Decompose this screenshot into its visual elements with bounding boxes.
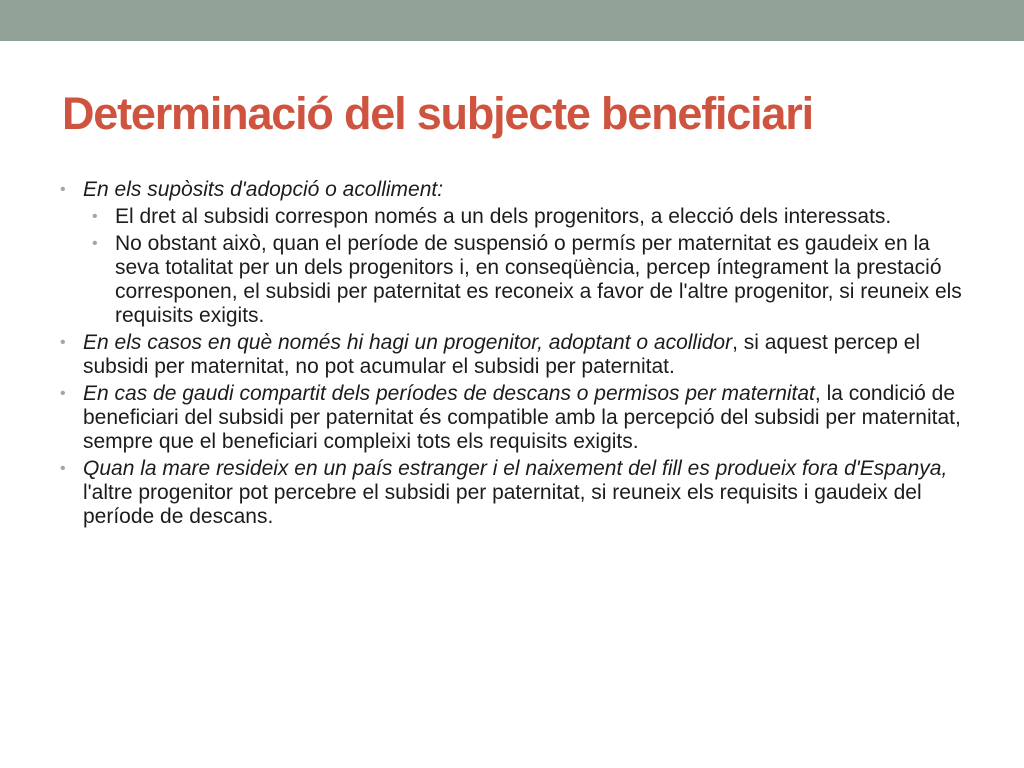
bullet-text: , la condició de beneficiari del subsidi per paternitat és compatible amb la percepció del subsidi per maternitat, sempre que el beneficiari compleixi tots els requisits exigits.	[83, 382, 961, 453]
bullet-italic-text: En cas de gaudi compartit dels períodes de descans o permisos per maternitat	[83, 382, 815, 405]
bullet-text: No obstant això, quan el període de suspensió o permís per maternitat es gaudeix en la seva totalitat per un dels progenitors i, en conseqüència, percep íntegrament la prestació corresponen, el subsidi per paternitat es reconeix a favor de l'altre progenitor, si reuneix els requisits exigits.	[115, 232, 962, 327]
bullet-text: l'altre progenitor pot percebre el subsidi per paternitat, si reuneix els requisits i gaudeix del període de descans.	[83, 481, 922, 528]
bullet-icon: •	[92, 235, 98, 252]
bullet-italic-text: Quan la mare resideix en un país estranger i el naixement del fill es produeix fora d'Espanya,	[83, 457, 948, 480]
sub-bullet-item	[60, 232, 965, 328]
bullet-text: El dret al subsidi correspon només a un dels progenitors, a elecció dels interessats.	[115, 205, 892, 228]
slide-body	[60, 178, 965, 532]
bullet-italic-text: En els supòsits d'adopció o acolliment:	[83, 178, 444, 201]
bullet-icon: •	[92, 208, 98, 225]
bullet-icon: •	[60, 385, 66, 402]
bullet-text: , si aquest percep el subsidi per maternitat, no pot acumular el subsidi per paternitat.	[83, 331, 921, 378]
bullet-icon: •	[60, 460, 66, 477]
bullet-italic-text: En els casos en què només hi hagi un progenitor, adoptant o acollidor	[83, 331, 733, 354]
bullet-item	[60, 178, 965, 202]
slide-top-bar	[0, 0, 1024, 41]
bullet-item	[60, 382, 965, 454]
bullet-item	[60, 457, 965, 529]
bullet-item	[60, 331, 965, 379]
sub-bullet-item	[60, 205, 965, 229]
bullet-icon: •	[60, 181, 66, 198]
bullet-icon: •	[60, 334, 66, 351]
slide-title: Determinació del subjecte beneficiari	[62, 88, 813, 139]
